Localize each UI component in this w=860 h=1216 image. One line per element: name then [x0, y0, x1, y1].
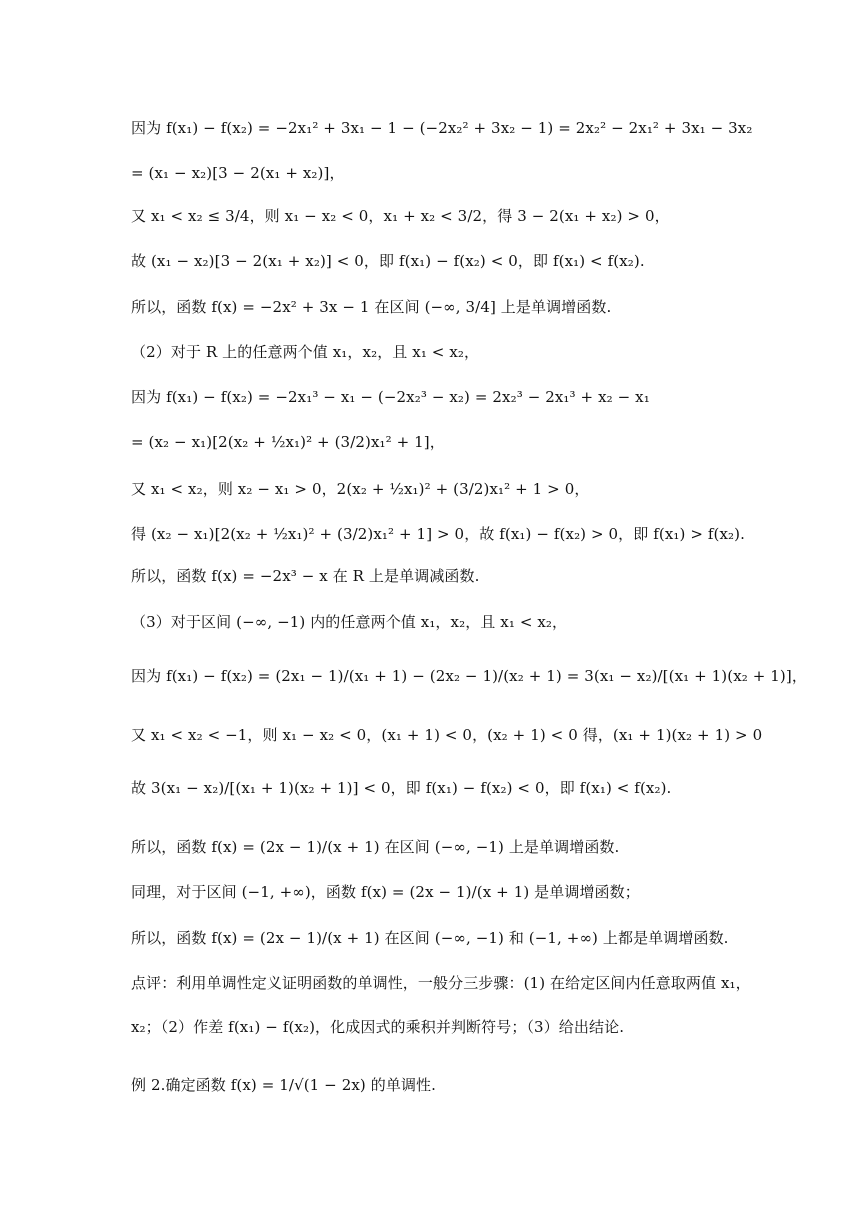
proof-line: 又 x₁ < x₂ ≤ 3/4，则 x₁ − x₂ < 0，x₁ + x₂ < 3/2，得 3 − 2(x₁ + x₂) > 0，: [131, 207, 670, 225]
conclusion-line: 所以，函数 f(x) = (2x − 1)/(x + 1) 在区间 (−∞, −1) 和 (−1, +∞) 上都是单调增函数.: [131, 929, 729, 947]
proof-line: 同理，对于区间 (−1, +∞)，函数 f(x) = (2x − 1)/(x + 1) 是单调增函数；: [131, 883, 640, 901]
commentary-line: 点评：利用单调性定义证明函数的单调性，一般分三步骤：(1) 在给定区间内任意取两值 x₁，: [131, 974, 751, 992]
proof-line: 故 (x₁ − x₂)[3 − 2(x₁ + x₂)] < 0，即 f(x₁) − f(x₂) < 0，即 f(x₁) < f(x₂).: [131, 252, 645, 270]
proof-line: 又 x₁ < x₂ < −1，则 x₁ − x₂ < 0，(x₁ + 1) < 0，(x₂ + 1) < 0 得，(x₁ + 1)(x₂ + 1) > 0: [131, 726, 763, 744]
proof-line: = (x₁ − x₂)[3 − 2(x₁ + x₂)]，: [131, 164, 345, 182]
proof-line: 因为 f(x₁) − f(x₂) = −2x₁² + 3x₁ − 1 − (−2x₂² + 3x₂ − 1) = 2x₂² − 2x₁² + 3x₁ − 3x₂: [131, 119, 753, 137]
conclusion-line: 所以，函数 f(x) = (2x − 1)/(x + 1) 在区间 (−∞, −1) 上是单调增函数.: [131, 838, 620, 856]
proof-line: = (x₂ − x₁)[2(x₂ + ½x₁)² + (3/2)x₁² + 1]，: [131, 433, 445, 451]
conclusion-line: 所以，函数 f(x) = −2x³ − x 在 R 上是单调减函数.: [131, 567, 480, 585]
proof-line: 因为 f(x₁) − f(x₂) = −2x₁³ − x₁ − (−2x₂³ − x₂) = 2x₂³ − 2x₁³ + x₂ − x₁: [131, 388, 650, 406]
example-heading: 例 2.确定函数 f(x) = 1/√(1 − 2x) 的单调性.: [131, 1076, 437, 1094]
conclusion-line: 所以，函数 f(x) = −2x² + 3x − 1 在区间 (−∞, 3/4] 上是单调增函数.: [131, 298, 612, 316]
proof-line: 故 3(x₁ − x₂)/[(x₁ + 1)(x₂ + 1)] < 0，即 f(x₁) − f(x₂) < 0，即 f(x₁) < f(x₂).: [131, 779, 672, 797]
proof-line: 又 x₁ < x₂，则 x₂ − x₁ > 0，2(x₂ + ½x₁)² + (3/2)x₁² + 1 > 0，: [131, 480, 590, 498]
commentary-line: x₂；（2）作差 f(x₁) − f(x₂)，化成因式的乘积并判断符号；（3）给出结论.: [131, 1018, 625, 1036]
part-heading: （2）对于 R 上的任意两个值 x₁，x₂，且 x₁ < x₂，: [131, 343, 480, 361]
part-heading: （3）对于区间 (−∞, −1) 内的任意两个值 x₁，x₂，且 x₁ < x₂，: [131, 613, 568, 631]
proof-line: 因为 f(x₁) − f(x₂) = (2x₁ − 1)/(x₁ + 1) − (2x₂ − 1)/(x₂ + 1) = 3(x₁ − x₂)/[(x₁ + 1)(x₂ + 1)]，: [131, 667, 807, 685]
proof-line: 得 (x₂ − x₁)[2(x₂ + ½x₁)² + (3/2)x₁² + 1] > 0，故 f(x₁) − f(x₂) > 0，即 f(x₁) > f(x₂).: [131, 525, 745, 543]
